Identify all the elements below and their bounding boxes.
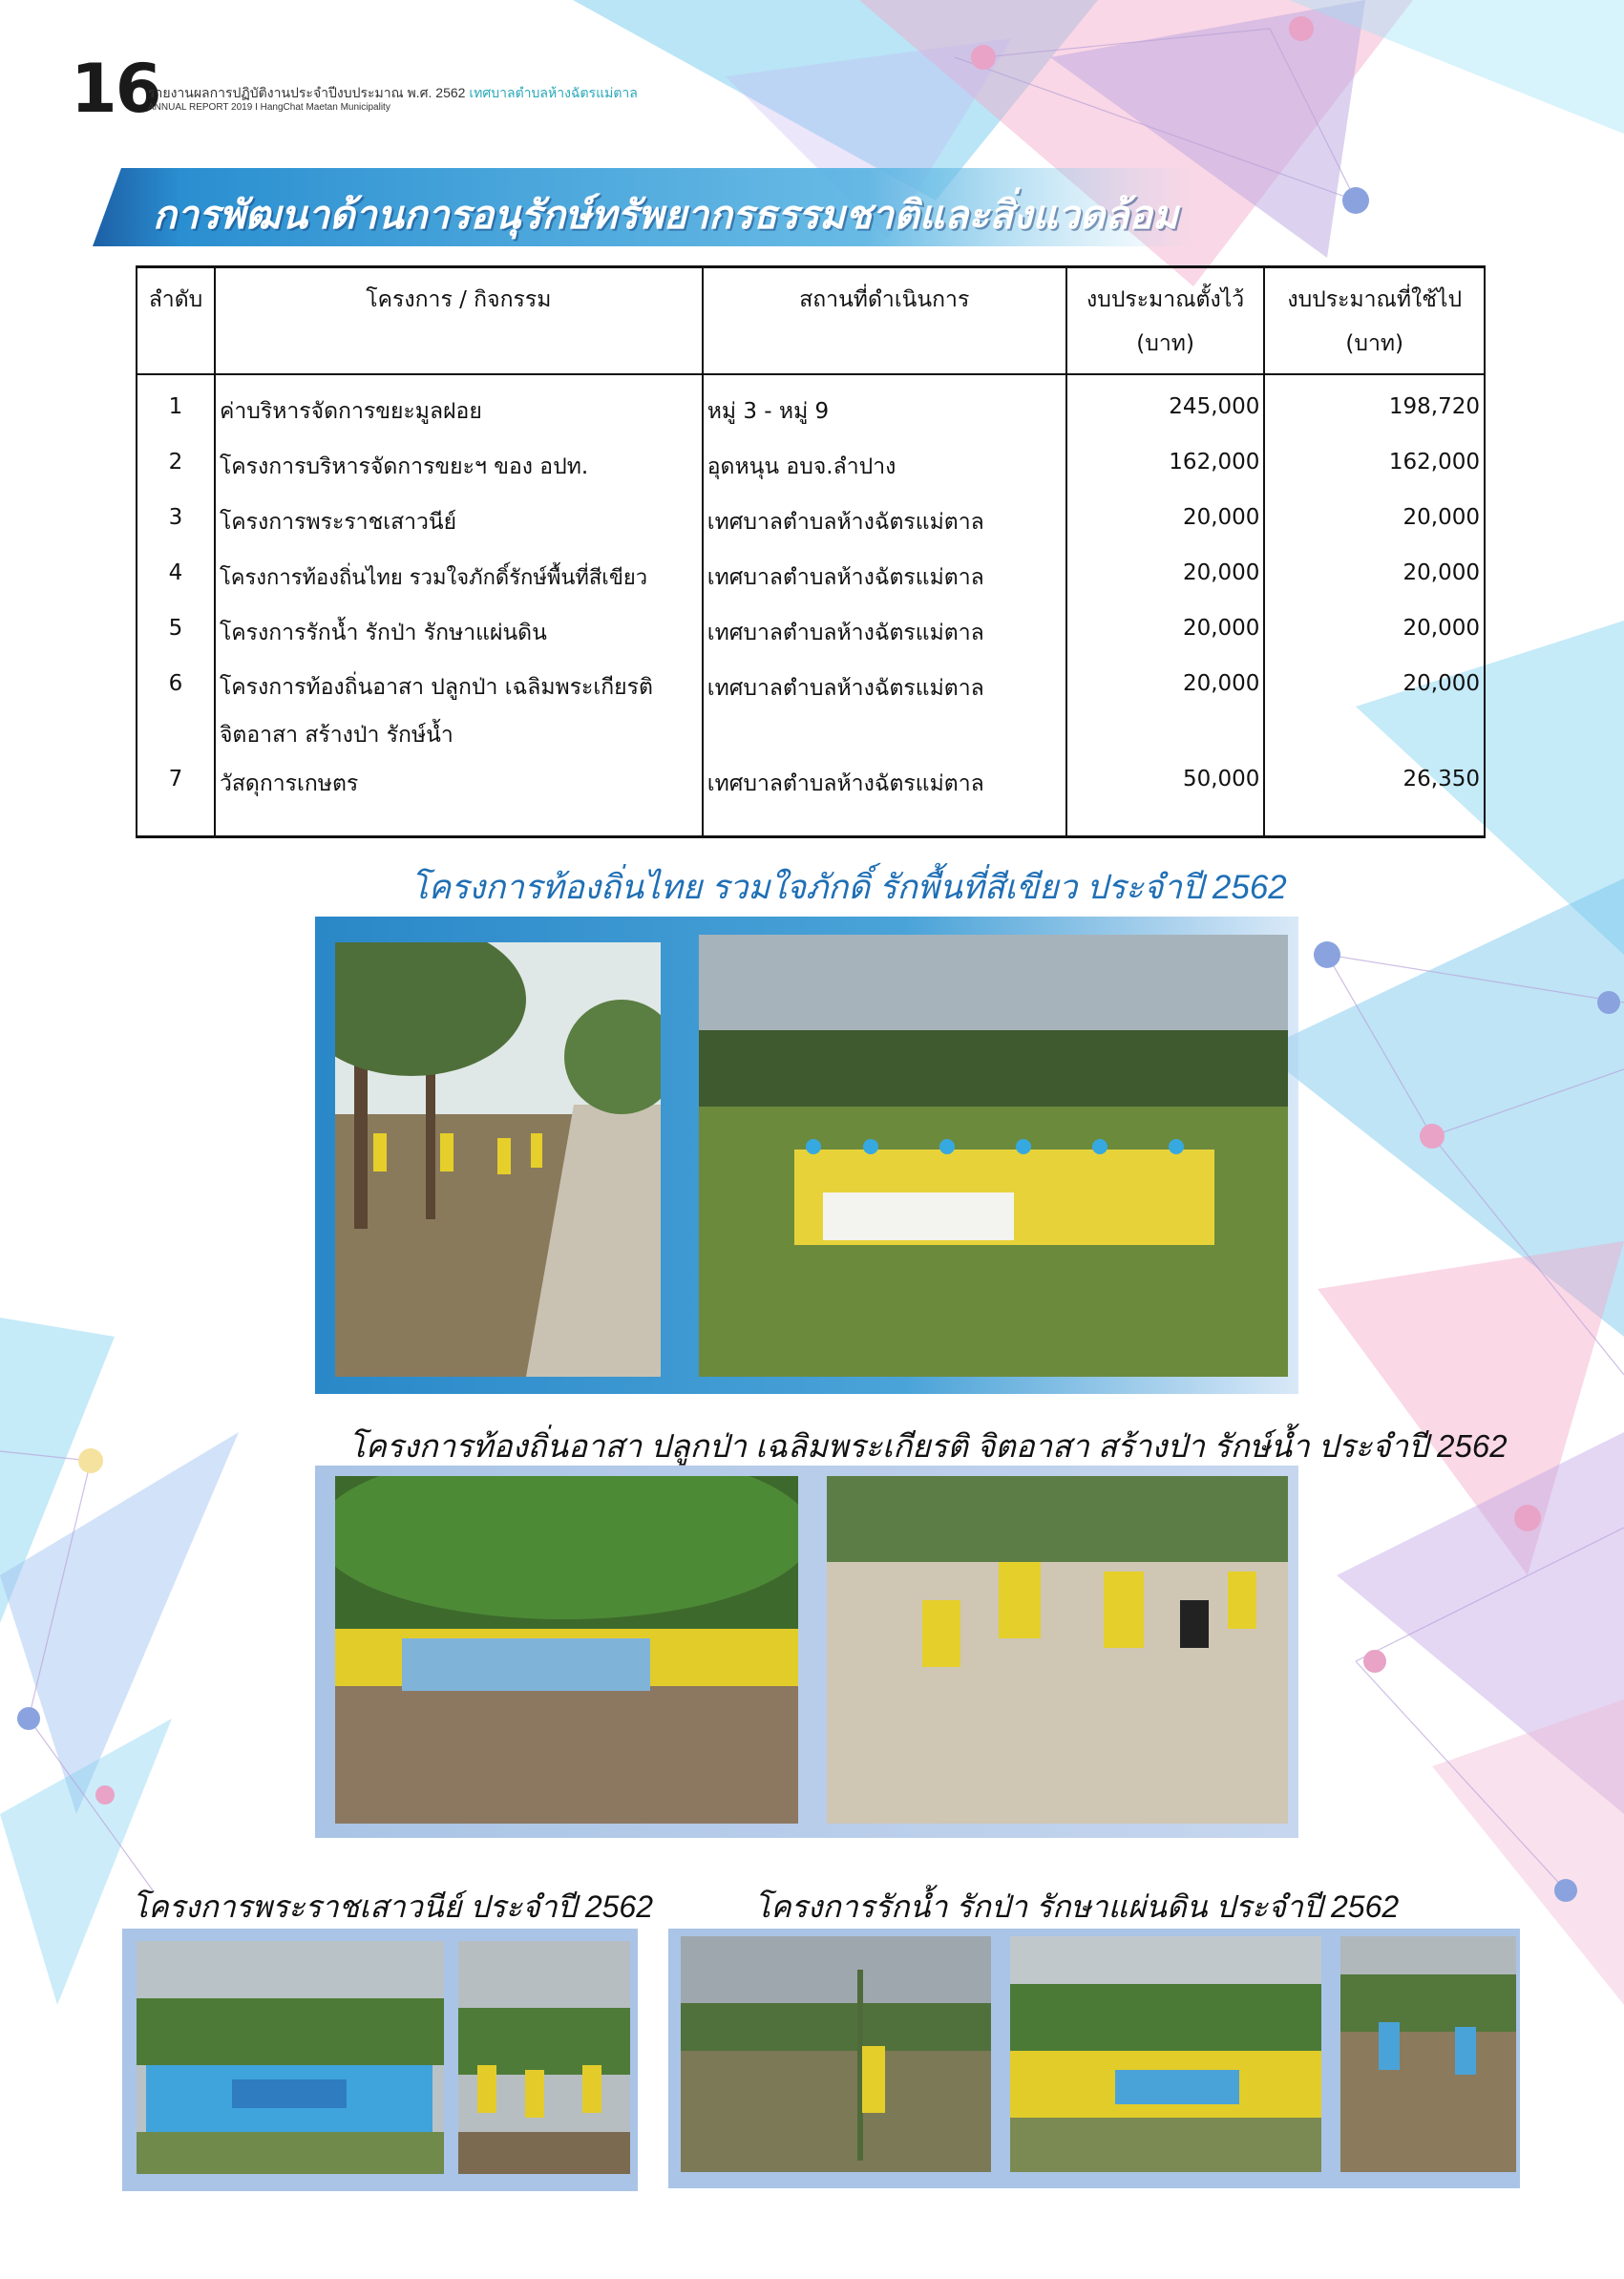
col-header-project: โครงการ / กิจกรรม bbox=[215, 267, 703, 375]
photo-watering-tree bbox=[827, 1476, 1288, 1824]
row-budget-used: 20,000 bbox=[1264, 664, 1485, 759]
report-header-en: ANNUAL REPORT 2019 I HangChat Maetan Municipality bbox=[148, 102, 390, 113]
photo-group-royal-banner bbox=[137, 1941, 444, 2174]
row-budget-used: 26,350 bbox=[1264, 759, 1485, 837]
row-budget-used: 162,000 bbox=[1264, 442, 1485, 497]
col-header-budget-used: งบประมาณที่ใช้ไป (บาท) bbox=[1264, 267, 1485, 375]
row-budget-used: 20,000 bbox=[1264, 608, 1485, 664]
row-budget-set: 245,000 bbox=[1066, 387, 1265, 442]
photo-planting-sapling bbox=[681, 1936, 991, 2172]
gallery-title-volunteer-forest: โครงการท้องถิ่นอาสา ปลูกป่า เฉลิมพระเกียรติ จิตอาสา สร้างป่า รักษ์น้ำ ประจำปี 2562 bbox=[348, 1428, 1508, 1464]
photo-group-with-banner-volunteer bbox=[335, 1476, 798, 1824]
row-place: เทศบาลตำบลห้างฉัตรแม่ตาล bbox=[703, 664, 1066, 759]
col-header-no: ลำดับ bbox=[137, 267, 215, 375]
photo-planting-royal bbox=[458, 1941, 630, 2174]
gallery-title-love-water-forest: โครงการรักน้ำ รักป่า รักษาแผ่นดิน ประจำปี 2562 bbox=[754, 1889, 1400, 1924]
row-budget-set: 20,000 bbox=[1066, 608, 1265, 664]
row-place: อุดหนุน อบจ.ลำปาง bbox=[703, 442, 1066, 497]
row-budget-set: 162,000 bbox=[1066, 442, 1265, 497]
row-no: 6 bbox=[137, 664, 215, 759]
row-budget-set: 20,000 bbox=[1066, 497, 1265, 553]
table-row bbox=[137, 442, 1485, 497]
row-no: 3 bbox=[137, 497, 215, 553]
row-place: เทศบาลตำบลห้างฉัตรแม่ตาล bbox=[703, 759, 1066, 837]
row-budget-set: 50,000 bbox=[1066, 759, 1265, 837]
row-budget-set: 20,000 bbox=[1066, 664, 1265, 759]
row-place: เทศบาลตำบลห้างฉัตรแม่ตาล bbox=[703, 553, 1066, 608]
row-place: หมู่ 3 - หมู่ 9 bbox=[703, 387, 1066, 442]
row-budget-used: 20,000 bbox=[1264, 553, 1485, 608]
row-project: โครงการท้องถิ่นไทย รวมใจภักดิ์รักษ์พื้นที่สีเขียว bbox=[215, 553, 703, 608]
row-budget-set: 20,000 bbox=[1066, 553, 1265, 608]
row-no: 1 bbox=[137, 387, 215, 442]
col-header-budget-set: งบประมาณตั้งไว้ (บาท) bbox=[1066, 267, 1265, 375]
row-no: 4 bbox=[137, 553, 215, 608]
row-budget-used: 20,000 bbox=[1264, 497, 1485, 553]
row-project: วัสดุการเกษตร bbox=[215, 759, 703, 837]
table-row bbox=[137, 759, 1485, 837]
photo-digging-love-water bbox=[1340, 1936, 1516, 2172]
row-project: โครงการพระราชเสาวนีย์ bbox=[215, 497, 703, 553]
photo-group-love-water-banner bbox=[1010, 1936, 1321, 2172]
row-budget-used: 198,720 bbox=[1264, 387, 1485, 442]
row-place: เทศบาลตำบลห้างฉัตรแม่ตาล bbox=[703, 608, 1066, 664]
unit-label: (บาท) bbox=[1345, 331, 1404, 356]
table-row bbox=[137, 608, 1485, 664]
photo-group-with-banner-green-area bbox=[699, 935, 1288, 1377]
row-no: 7 bbox=[137, 759, 215, 837]
budget-table bbox=[136, 265, 1486, 838]
row-project: โครงการรักน้ำ รักป่า รักษาแผ่นดิน bbox=[215, 608, 703, 664]
report-header-th bbox=[148, 83, 638, 104]
page-number: 16 bbox=[71, 50, 160, 128]
table-row bbox=[137, 664, 1485, 759]
row-no: 5 bbox=[137, 608, 215, 664]
table-header-row bbox=[137, 267, 1485, 375]
gallery-title-royal-initiative: โครงการพระราชเสาวนีย์ ประจำปี 2562 bbox=[132, 1889, 653, 1924]
row-project: โครงการบริหารจัดการขยะฯ ของ อปท. bbox=[215, 442, 703, 497]
table-row bbox=[137, 497, 1485, 553]
table-row bbox=[137, 553, 1485, 608]
photo-tree-planting-roadside bbox=[335, 942, 661, 1377]
row-no: 2 bbox=[137, 442, 215, 497]
col-header-place: สถานที่ดำเนินการ bbox=[703, 267, 1066, 375]
row-project: โครงการท้องถิ่นอาสา ปลูกป่า เฉลิมพระเกียรติ จิตอาสา สร้างป่า รักษ์น้ำ bbox=[215, 664, 703, 759]
report-title: รายงานผลการปฏิบัติงานประจำปีงบประมาณ พ.ศ. 2562 bbox=[148, 85, 466, 100]
gallery-title-green-area: โครงการท้องถิ่นไทย รวมใจภักดิ์ รักพื้นที่สีเขียว ประจำปี 2562 bbox=[411, 869, 1287, 906]
unit-label: (บาท) bbox=[1136, 331, 1194, 356]
table-row bbox=[137, 387, 1485, 442]
section-title: การพัฒนาด้านการอนุรักษ์ทรัพยากรธรรมชาติและสิ่งแวดล้อม bbox=[153, 193, 1179, 237]
municipality-name: เทศบาลตำบลห้างฉัตรแม่ตาล bbox=[469, 85, 638, 100]
row-place: เทศบาลตำบลห้างฉัตรแม่ตาล bbox=[703, 497, 1066, 553]
row-project: ค่าบริหารจัดการขยะมูลฝอย bbox=[215, 387, 703, 442]
